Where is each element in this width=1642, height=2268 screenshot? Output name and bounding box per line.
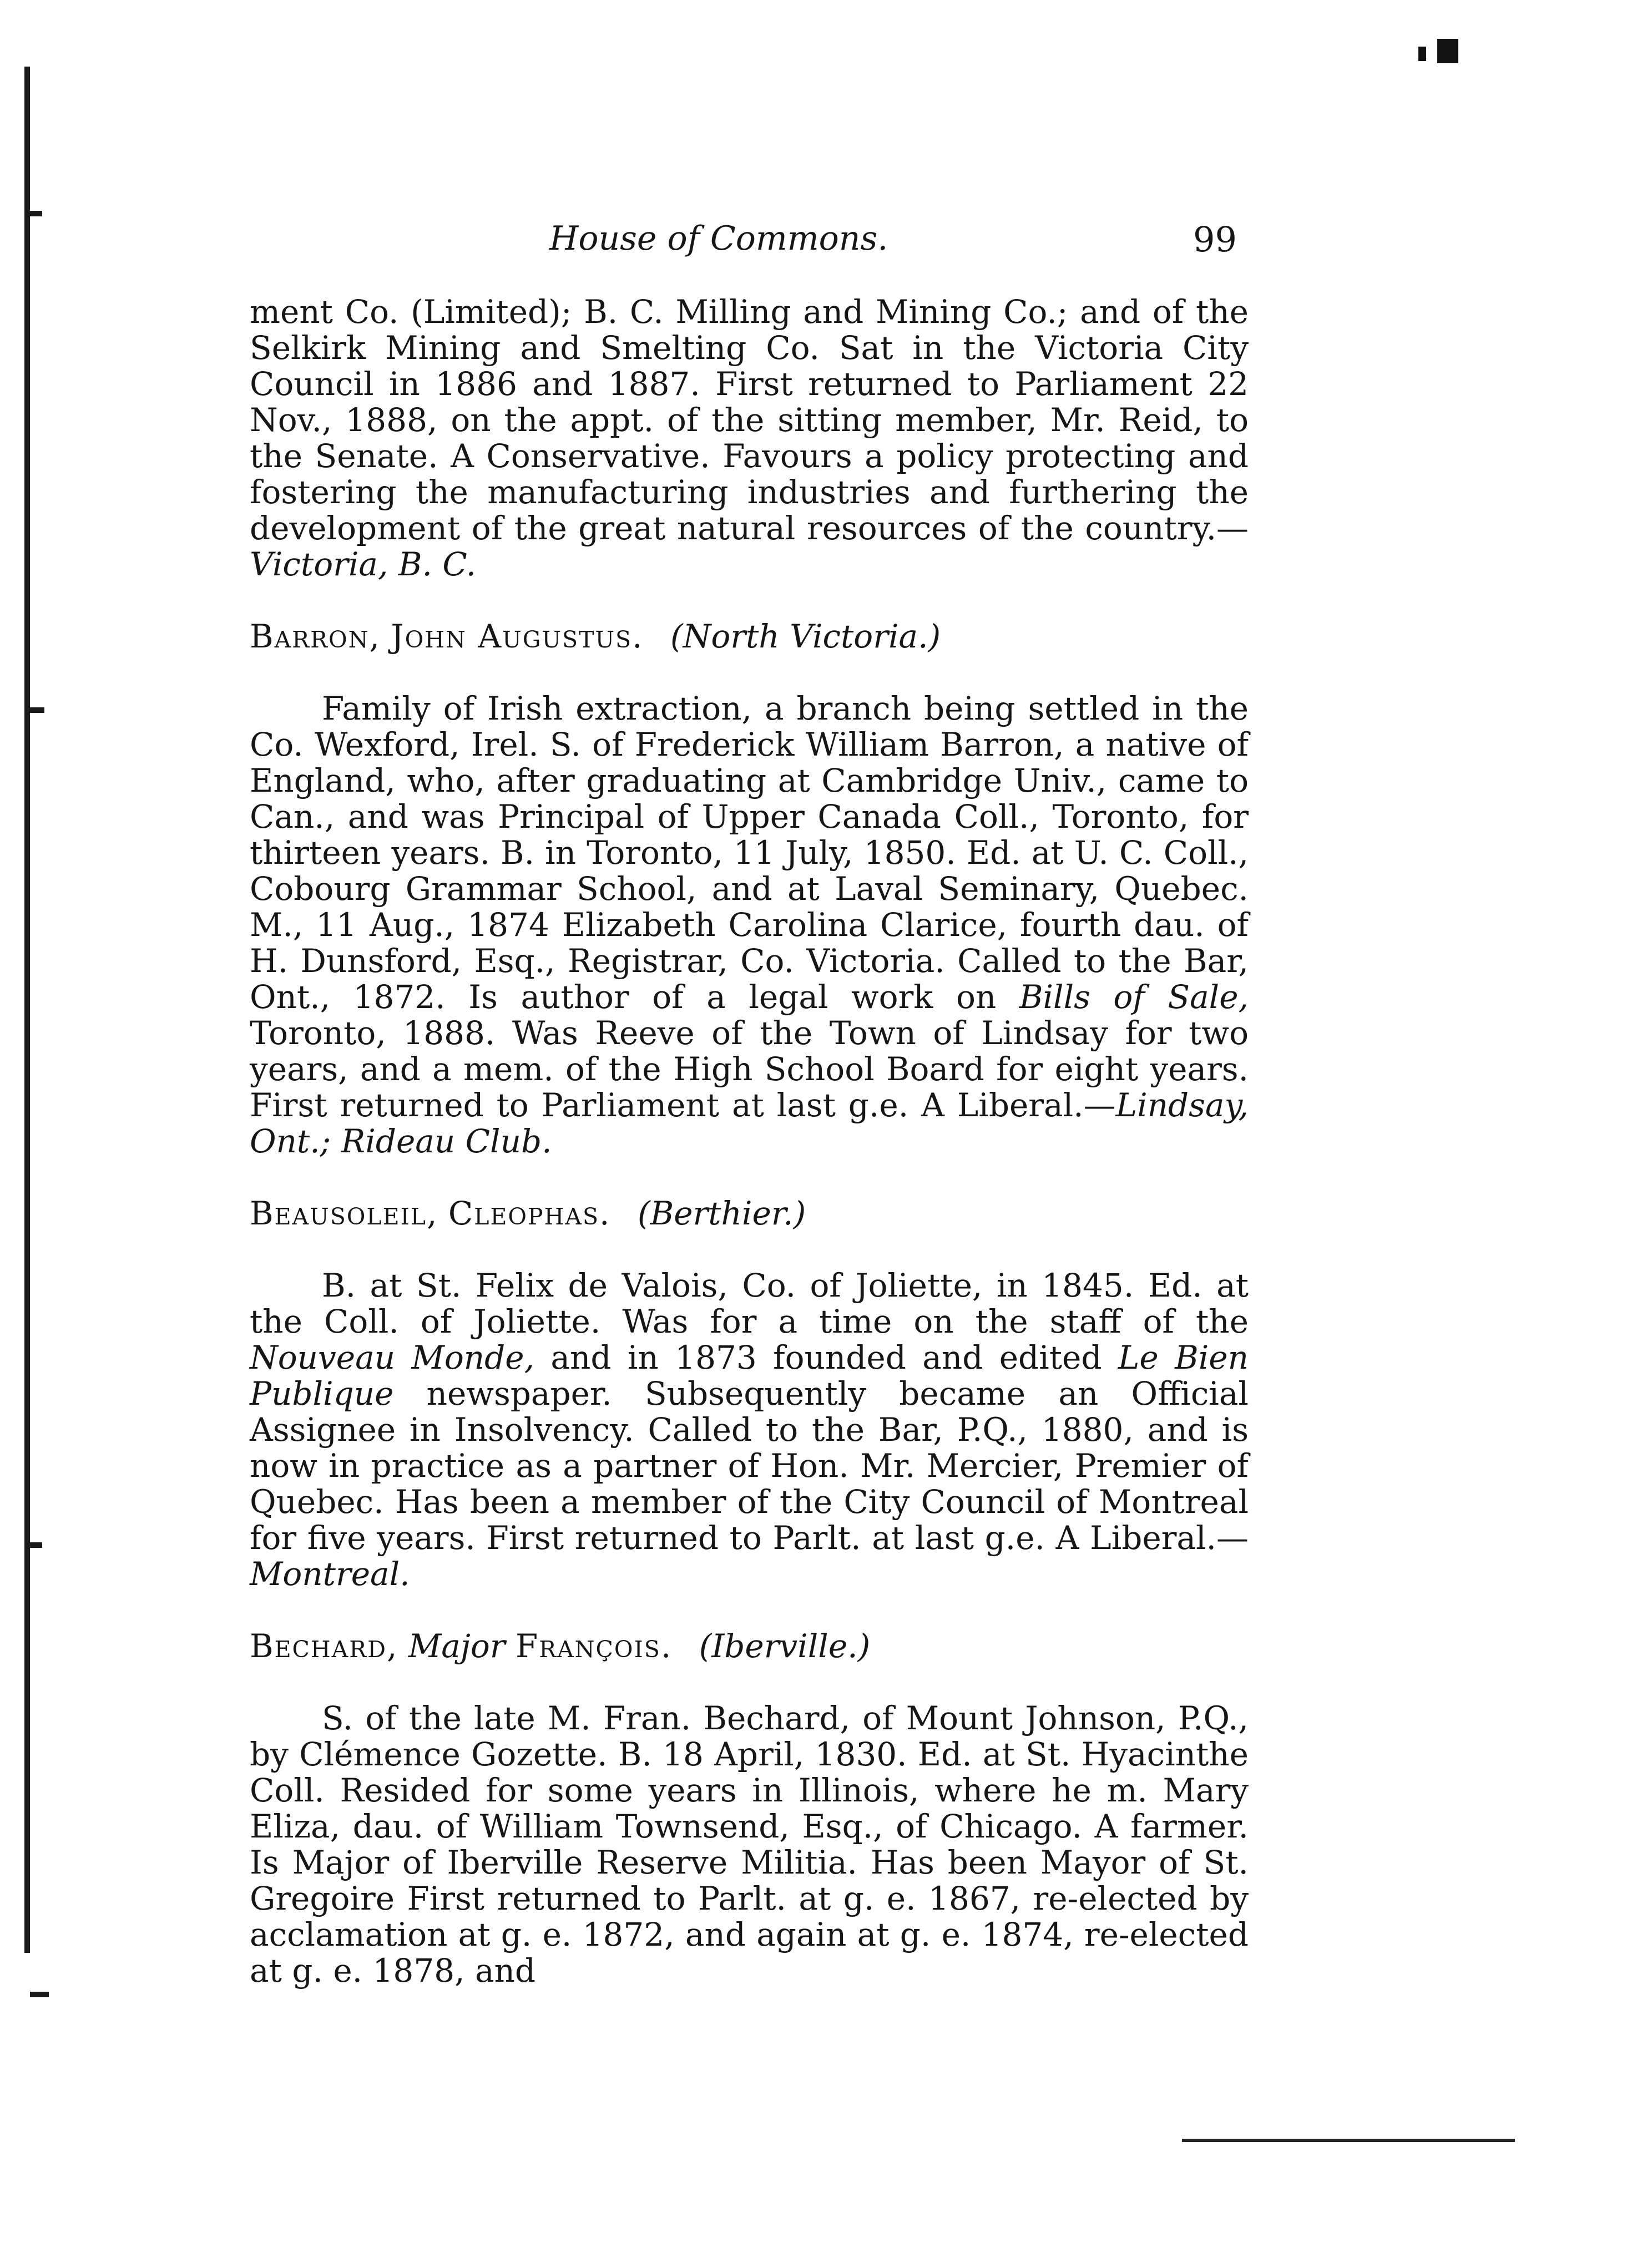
biography-text: S. of the late M. Fran. Bechard, of Mount Johnson, P.Q., by Clémence Gozette. B. 18 April, 1830. Ed. at St. Hyacinthe Coll. Resided for some years in Illinois, where he m. Mary Eliza, dau. of William Townsend, Esq., of Chicago. A farmer. Is Major of Iberville Reserve Militia. Has been Mayor of St. Gregoire First returned to Parlt. at g. e. 1867, re-elected by acclamation at g. e. 1872, and again at g. e. 1874, re-elected at g. e. 1878, and bbox=[250, 1699, 1249, 1989]
margin-tick bbox=[30, 1542, 42, 1548]
page-header bbox=[250, 219, 1249, 264]
biography-text: Family of Irish extraction, a branch being settled in the Co. Wexford, Irel. S. of Frederick William Barron, a native of England, who, after graduating at Cambridge Univ., came to Can., and was Principal of Upper Canada Coll., Toronto, for thirteen years. B. in Toronto, 11 July, 1850. Ed. at U. C. Coll., Cobourg Grammar School, and at Laval Seminary, Quebec. M., 11 Aug., 1874 Elizabeth Carolina Clarice, fourth dau. of H. Dunsford, Esq., Registrar, Co. Victoria. Called to the Bar, Ont., 1872. Is author of a legal work on bbox=[250, 690, 1249, 1016]
scan-corner-mark bbox=[1418, 47, 1426, 61]
margin-tick bbox=[30, 707, 44, 713]
entry-riding: (Iberville.) bbox=[699, 1627, 871, 1665]
entry-riding: (North Victoria.) bbox=[670, 617, 941, 655]
margin-tick bbox=[30, 211, 42, 216]
biography-text: Toronto, 1888. Was Reeve of the Town of Lindsay for two years, and a mem. of the High School Board for eight years. First returned to Parliament at last g.e. A Liberal.— bbox=[250, 1014, 1249, 1124]
entry-surname: Beausoleil, bbox=[250, 1194, 438, 1232]
continuation-address: Victoria, B. C. bbox=[250, 545, 477, 583]
biography-text: newspaper. Subsequently became an Official Assignee in Insolvency. Called to the Bar, P.Q., 1880, and is now in practice as a partner of Hon. Mr. Mercier, Premier of Quebec. Has been a member of the City Council of Montreal for five years. First returned to Parlt. at last g.e. A Liberal.— bbox=[250, 1375, 1249, 1557]
entry-given-name: John Augustus. bbox=[391, 617, 644, 655]
biography-text: B. at St. Felix de Valois, Co. of Joliette, in 1845. Ed. at the Coll. of Joliette. Was for a time on the staff of the bbox=[250, 1267, 1249, 1340]
page-body bbox=[250, 294, 1249, 1989]
page-number: 99 bbox=[1193, 219, 1237, 260]
entry-heading-beausoleil bbox=[250, 1196, 1249, 1232]
entry-given-name: François. bbox=[515, 1627, 673, 1665]
scan-corner-mark bbox=[1437, 39, 1458, 63]
biography-text: and in 1873 founded and edited bbox=[534, 1339, 1118, 1376]
margin-tick bbox=[30, 1992, 49, 1997]
entry-biography-barron bbox=[250, 691, 1249, 1160]
entry-heading-bechard bbox=[250, 1628, 1249, 1664]
continuation-text: ment Co. (Limited); B. C. Milling and Mining Co.; and of the Selkirk Mining and Smelting Co. Sat in the Victoria City Council in 1886 and 1887. First returned to Parliament 22 Nov., 1888, on the appt. of the sitting member, Mr. Reid, to the Senate. A Conservative. Favours a policy protecting and fostering the manufacturing industries and furthering the development of the great natural resources of the country.— bbox=[250, 293, 1249, 547]
entry-surname: Bechard, bbox=[250, 1627, 398, 1665]
binding-margin-line bbox=[24, 67, 30, 1953]
entry-rank: Major bbox=[408, 1627, 506, 1665]
newspaper-title: Le Bien Publique bbox=[250, 1339, 1249, 1413]
entry-heading-barron bbox=[250, 619, 1249, 655]
entry-given-name: Cleophas. bbox=[448, 1194, 611, 1232]
entry-surname: Barron, bbox=[250, 617, 381, 655]
entry-biography-beausoleil bbox=[250, 1268, 1249, 1592]
newspaper-title: Nouveau Monde, bbox=[250, 1339, 534, 1376]
entry-address: Lindsay, Ont.; Rideau Club. bbox=[250, 1086, 1249, 1160]
work-title: Bills of Sale, bbox=[1019, 978, 1249, 1016]
entry-biography-bechard bbox=[250, 1700, 1249, 1989]
entry-riding: (Berthier.) bbox=[637, 1194, 806, 1232]
entry-address: Montreal. bbox=[250, 1555, 410, 1593]
continuation-paragraph bbox=[250, 294, 1249, 583]
footer-rule bbox=[1182, 2139, 1515, 2142]
running-head: House of Commons. bbox=[549, 219, 888, 258]
